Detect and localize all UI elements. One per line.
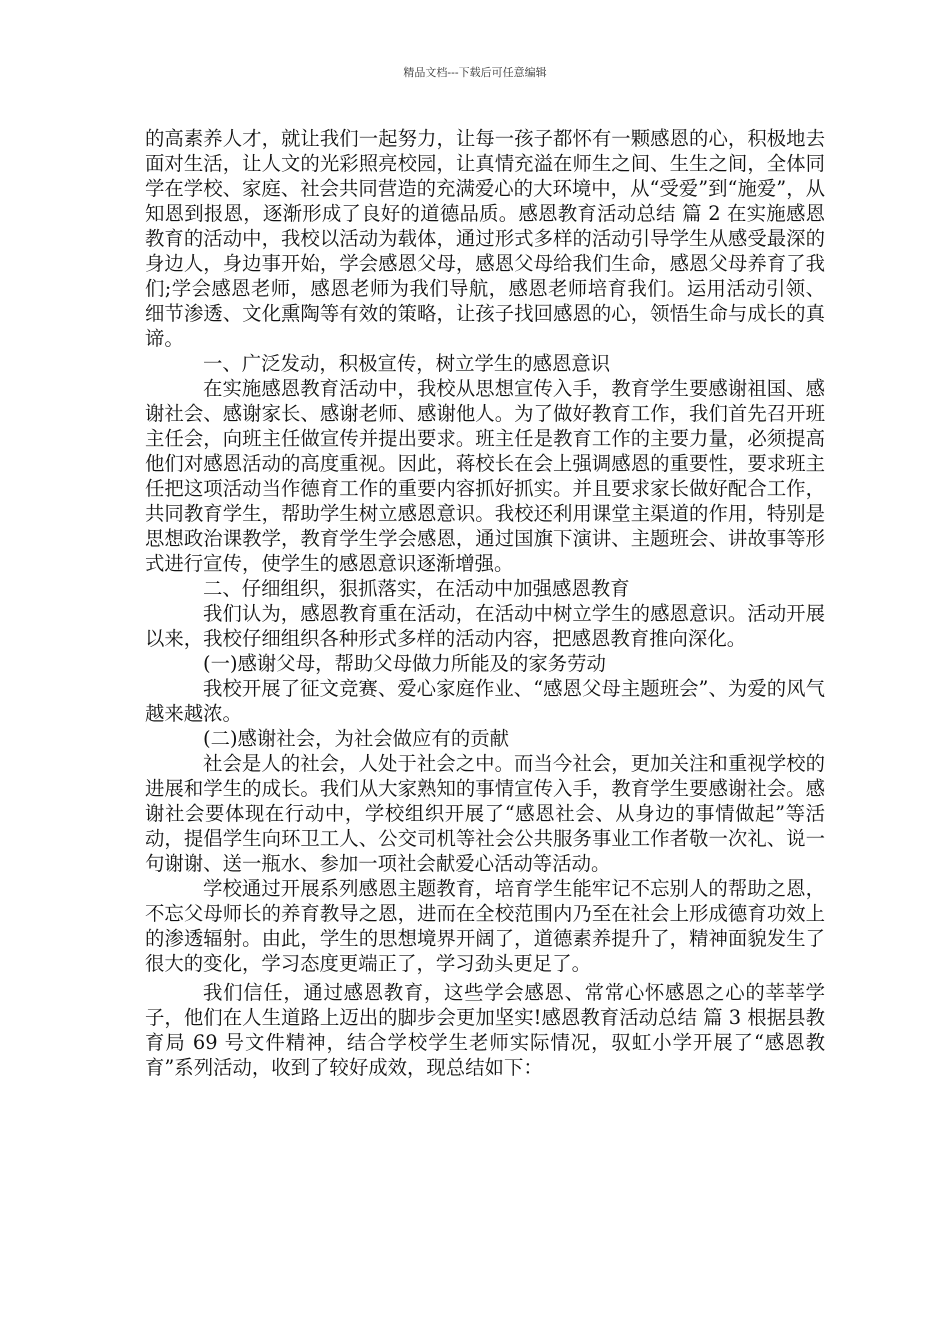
paragraph-section-2: 我们认为，感恩教育重在活动，在活动中树立学生的感恩意识。活动开展以来，我校仔细组织各种形式多样的活动内容，把感恩教育推向深化。 <box>145 602 825 650</box>
subsection-heading-2: (二)感谢社会，为社会做应有的贡献 <box>203 727 509 750</box>
paragraph-intro: 的高素养人才，就让我们一起努力，让每一孩子都怀有一颗感恩的心，积极地去面对生活，让人文的光彩照亮校园，让真情充溢在师生之间、生生之间，全体同学在学校、家庭、社会共同营造的充满爱心的大环境中，从“受爱”到“施爱”，从知恩到报恩，逐渐形成了良好的道德品质。感恩教育活动总结 篇 2 在实施感恩教育的活动中，我校以活动为载体，通过形式多样的活动引导学生从感受最深的身边人，身边事开始，学会感恩父母，感恩父母给我们生命，感恩父母养育了我们;学会感恩老师，感恩老师为我们导航，感恩老师培育我们。运用活动引领、细节渗透、文化熏陶等有效的策略，让孩子找回感恩的心，领悟生命与成长的真谛。 <box>145 127 825 350</box>
subsection-heading-1: (一)感谢父母，帮助父母做力所能及的家务劳动 <box>203 652 606 675</box>
section-heading-1: 一、广泛发动，积极宣传，树立学生的感恩意识 <box>203 352 611 375</box>
document-body <box>145 126 825 1080</box>
paragraph-conclusion: 我们信任，通过感恩教育，这些学会感恩、常常心怀感恩之心的莘莘学子，他们在人生道路上迈出的脚步会更加坚实!感恩教育活动总结 篇 3 根据县教育局 69 号文件精神，结合学校学生老师实际情况，驭虹小学开展了“感恩教育”系列活动，收到了较好成效，现总结如下： <box>145 981 825 1079</box>
section-heading-2: 二、仔细组织，狠抓落实，在活动中加强感恩教育 <box>203 577 630 600</box>
page-header: 精品文档---下载后可任意编辑 <box>403 66 547 79</box>
paragraph-results: 学校通过开展系列感恩主题教育，培育学生能牢记不忘别人的帮助之恩，不忘父母师长的养育教导之恩，进而在全校范围内乃至在社会上形成德育功效上的渗透辐射。由此，学生的思想境界开阔了，道德素养提升了，精神面貌发生了很大的变化，学习态度更端正了，学习劲头更足了。 <box>145 877 825 975</box>
paragraph-section-1: 在实施感恩教育活动中，我校从思想宣传入手，教育学生要感谢祖国、感谢社会、感谢家长、感谢老师、感谢他人。为了做好教育工作，我们首先召开班主任会，向班主任做宣传并提出要求。班主任是教育工作的主要力量，必须提高他们对感恩活动的高度重视。因此，蒋校长在会上强调感恩的重要性，要求班主任把这项活动当作德育工作的重要内容抓好抓实。并且要求家长做好配合工作，共同教育学生，帮助学生树立感恩意识。我校还利用课堂主渠道的作用，特别是思想政治课教学，教育学生学会感恩，通过国旗下演讲、主题班会、讲故事等形式进行宣传，使学生的感恩意识逐渐增强。 <box>145 377 825 575</box>
paragraph-subsection-1: 我校开展了征文竞赛、爱心家庭作业、“感恩父母主题班会”、为爱的风气越来越浓。 <box>145 677 825 725</box>
paragraph-subsection-2: 社会是人的社会，人处于社会之中。而当今社会，更加关注和重视学校的进展和学生的成长。我们从大家熟知的事情宣传入手，教育学生要感谢社会。感谢社会要体现在行动中，学校组织开展了“感恩社会、从身边的事情做起”等活动，提倡学生向环卫工人、公交司机等社会公共服务事业工作者敬一次礼、说一句谢谢、送一瓶水、参加一项社会献爱心活动等活动。 <box>145 752 825 875</box>
